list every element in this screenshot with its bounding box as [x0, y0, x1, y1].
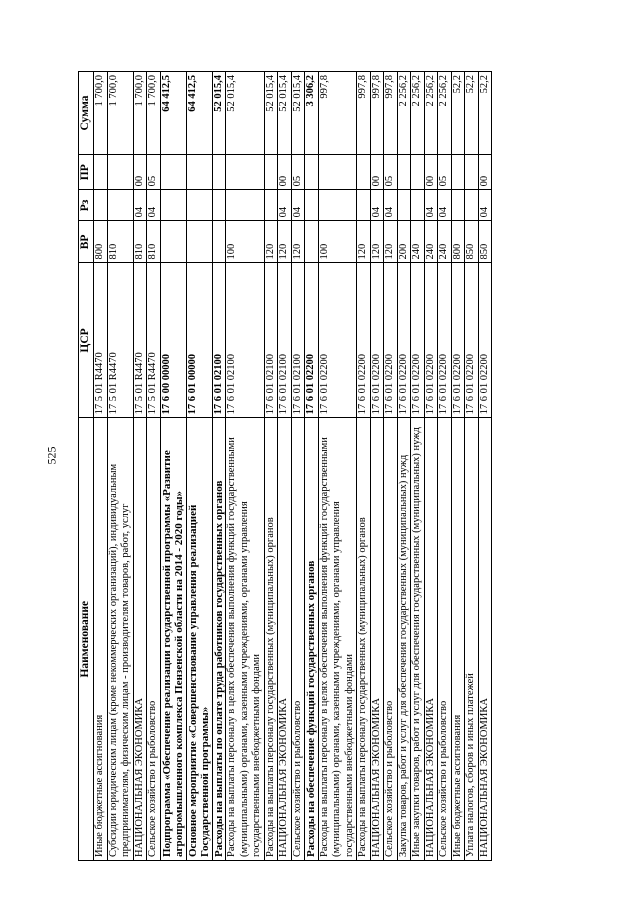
cell-rz — [160, 190, 186, 221]
cell-rz — [212, 190, 226, 221]
cell-pr — [465, 155, 479, 190]
cell-sum: 1 700,0 — [107, 72, 133, 155]
cell-name: НАЦИОНАЛЬНАЯ ЭКОНОМИКА — [133, 418, 147, 861]
cell-name: Сельское хозяйство и рыболовство — [291, 418, 305, 861]
cell-rz: 04 — [438, 190, 452, 221]
table-row — [465, 72, 479, 861]
cell-rz — [226, 190, 265, 221]
table-row — [451, 72, 465, 861]
header-vr: ВР — [79, 221, 94, 263]
cell-vr: 800 — [94, 221, 108, 263]
cell-rz — [186, 190, 212, 221]
cell-csr: 17 6 00 00000 — [160, 263, 186, 418]
cell-rz — [107, 190, 133, 221]
cell-rz — [451, 190, 465, 221]
cell-pr: 05 — [291, 155, 305, 190]
cell-pr: 00 — [478, 155, 492, 190]
cell-name: Сельское хозяйство и рыболовство — [438, 418, 452, 861]
cell-sum: 3 306,2 — [305, 72, 319, 155]
table-row — [411, 72, 425, 861]
cell-rz: 04 — [291, 190, 305, 221]
cell-vr — [186, 221, 212, 263]
cell-vr: 240 — [424, 221, 438, 263]
cell-name: Расходы на выплаты персоналу в целях обеспечения выполнения функций государственными (муниципальными) органами, казенными учреждениями, органами управления государственными внебюджетными фондами — [226, 418, 265, 861]
table-header — [79, 72, 94, 861]
header-csr: ЦСР — [79, 263, 94, 418]
cell-rz: 04 — [424, 190, 438, 221]
table-row — [397, 72, 411, 861]
cell-csr: 17 6 01 02100 — [291, 263, 305, 418]
cell-pr — [264, 155, 278, 190]
cell-name: НАЦИОНАЛЬНАЯ ЭКОНОМИКА — [424, 418, 438, 861]
cell-vr: 810 — [133, 221, 147, 263]
cell-sum: 52 015,4 — [278, 72, 292, 155]
header-sum: Сумма — [79, 72, 94, 155]
cell-vr: 240 — [438, 221, 452, 263]
cell-vr: 240 — [411, 221, 425, 263]
cell-sum: 52 015,4 — [264, 72, 278, 155]
page-number: 525 — [44, 446, 59, 465]
cell-rz — [264, 190, 278, 221]
cell-pr — [318, 155, 357, 190]
cell-sum: 52,2 — [465, 72, 479, 155]
cell-csr: 17 6 01 02200 — [451, 263, 465, 418]
table-row — [318, 72, 357, 861]
cell-name: Основное мероприятие «Совершенствование управления реализацией Государственной программы» — [186, 418, 212, 861]
cell-vr: 810 — [107, 221, 133, 263]
table-row — [212, 72, 226, 861]
cell-pr — [94, 155, 108, 190]
cell-vr — [305, 221, 319, 263]
cell-vr: 810 — [147, 221, 161, 263]
table-row — [424, 72, 438, 861]
table-row — [357, 72, 371, 861]
cell-csr: 17 6 01 02200 — [384, 263, 398, 418]
cell-pr — [226, 155, 265, 190]
cell-rz: 04 — [278, 190, 292, 221]
cell-name: Расходы на обеспечение функций государственных органов — [305, 418, 319, 861]
cell-pr: 00 — [424, 155, 438, 190]
cell-vr: 120 — [357, 221, 371, 263]
cell-pr — [411, 155, 425, 190]
table-row — [370, 72, 384, 861]
cell-csr: 17 6 01 02100 — [212, 263, 226, 418]
table-row — [305, 72, 319, 861]
table-row — [264, 72, 278, 861]
cell-rz: 04 — [133, 190, 147, 221]
cell-pr — [160, 155, 186, 190]
cell-pr — [186, 155, 212, 190]
cell-pr — [107, 155, 133, 190]
cell-vr: 120 — [264, 221, 278, 263]
cell-sum: 52 015,4 — [226, 72, 265, 155]
cell-name: Закупка товаров, работ и услуг для обеспечения государственных (муниципальных) нужд — [397, 418, 411, 861]
cell-pr — [212, 155, 226, 190]
table-row — [133, 72, 147, 861]
cell-csr: 17 5 01 R4470 — [107, 263, 133, 418]
cell-csr: 17 5 01 R4470 — [94, 263, 108, 418]
cell-vr: 200 — [397, 221, 411, 263]
cell-name: Расходы на выплаты по оплате труда работников государственных органов — [212, 418, 226, 861]
table-row — [278, 72, 292, 861]
cell-name: Расходы на выплаты персоналу государственных (муниципальных) органов — [264, 418, 278, 861]
cell-rz: 04 — [384, 190, 398, 221]
table-body — [94, 72, 492, 861]
cell-sum: 64 412,5 — [160, 72, 186, 155]
cell-csr: 17 6 01 02200 — [411, 263, 425, 418]
cell-name: Сельское хозяйство и рыболовство — [384, 418, 398, 861]
cell-rz — [397, 190, 411, 221]
cell-csr: 17 6 01 02200 — [370, 263, 384, 418]
cell-name: Иные бюджетные ассигнования — [451, 418, 465, 861]
cell-vr — [212, 221, 226, 263]
rotated-table-container — [78, 71, 598, 861]
cell-sum: 2 256,2 — [438, 72, 452, 155]
cell-pr: 00 — [278, 155, 292, 190]
cell-vr: 120 — [278, 221, 292, 263]
table-row — [160, 72, 186, 861]
cell-csr: 17 6 01 02200 — [424, 263, 438, 418]
cell-csr: 17 5 01 R4470 — [133, 263, 147, 418]
cell-name: Подпрограмма «Обеспечение реализации государственной программы «Развитие агропромышленного комплекса Пензенской области на 2014 - 2020 годы» — [160, 418, 186, 861]
cell-sum: 997,8 — [384, 72, 398, 155]
cell-rz — [411, 190, 425, 221]
table-row — [478, 72, 492, 861]
budget-table — [78, 71, 492, 861]
cell-rz: 04 — [478, 190, 492, 221]
cell-name: Иные закупки товаров, работ и услуг для обеспечения государственных (муниципальных) нужд — [411, 418, 425, 861]
cell-rz — [318, 190, 357, 221]
header-row — [79, 72, 94, 861]
cell-vr: 100 — [318, 221, 357, 263]
cell-csr: 17 6 01 00000 — [186, 263, 212, 418]
cell-rz — [357, 190, 371, 221]
cell-csr: 17 6 01 02100 — [264, 263, 278, 418]
cell-rz — [465, 190, 479, 221]
cell-csr: 17 6 01 02200 — [397, 263, 411, 418]
table-row — [107, 72, 133, 861]
cell-pr — [397, 155, 411, 190]
cell-name: Расходы на выплаты персоналу государственных (муниципальных) органов — [357, 418, 371, 861]
cell-rz: 04 — [370, 190, 384, 221]
cell-sum: 2 256,2 — [424, 72, 438, 155]
cell-pr — [357, 155, 371, 190]
cell-sum: 52 015,4 — [291, 72, 305, 155]
cell-sum: 2 256,2 — [397, 72, 411, 155]
cell-csr: 17 6 01 02200 — [357, 263, 371, 418]
cell-sum: 2 256,2 — [411, 72, 425, 155]
cell-csr: 17 6 01 02200 — [465, 263, 479, 418]
cell-csr: 17 6 01 02100 — [278, 263, 292, 418]
cell-csr: 17 5 01 R4470 — [147, 263, 161, 418]
cell-name: Иные бюджетные ассигнования — [94, 418, 108, 861]
table-row — [226, 72, 265, 861]
cell-sum: 1 700,0 — [147, 72, 161, 155]
cell-pr — [451, 155, 465, 190]
table-row — [147, 72, 161, 861]
cell-vr: 120 — [291, 221, 305, 263]
cell-name: Уплата налогов, сборов и иных платежей — [465, 418, 479, 861]
cell-pr: 05 — [384, 155, 398, 190]
cell-sum: 997,8 — [357, 72, 371, 155]
cell-name: Расходы на выплаты персоналу в целях обеспечения выполнения функций государственными (муниципальными) органами, казенными учреждениями, органами управления государственными внебюджетными фондами — [318, 418, 357, 861]
cell-csr: 17 6 01 02200 — [438, 263, 452, 418]
table-row — [94, 72, 108, 861]
cell-vr: 100 — [226, 221, 265, 263]
cell-vr — [160, 221, 186, 263]
cell-sum: 52,2 — [478, 72, 492, 155]
cell-sum: 1 700,0 — [94, 72, 108, 155]
cell-vr: 800 — [451, 221, 465, 263]
table-row — [291, 72, 305, 861]
cell-sum: 1 700,0 — [133, 72, 147, 155]
cell-pr: 00 — [133, 155, 147, 190]
cell-sum: 52 015,4 — [212, 72, 226, 155]
cell-vr: 850 — [478, 221, 492, 263]
cell-csr: 17 6 01 02200 — [305, 263, 319, 418]
cell-vr: 850 — [465, 221, 479, 263]
cell-pr — [305, 155, 319, 190]
cell-name: Сельское хозяйство и рыболовство — [147, 418, 161, 861]
cell-name: НАЦИОНАЛЬНАЯ ЭКОНОМИКА — [370, 418, 384, 861]
table-row — [186, 72, 212, 861]
cell-pr: 05 — [438, 155, 452, 190]
table-row — [438, 72, 452, 861]
header-rz: Рз — [79, 190, 94, 221]
cell-sum: 997,8 — [318, 72, 357, 155]
cell-sum: 64 412,5 — [186, 72, 212, 155]
header-pr: ПР — [79, 155, 94, 190]
cell-csr: 17 6 01 02200 — [318, 263, 357, 418]
table-row — [384, 72, 398, 861]
cell-name: НАЦИОНАЛЬНАЯ ЭКОНОМИКА — [478, 418, 492, 861]
cell-vr: 120 — [384, 221, 398, 263]
cell-sum: 52,2 — [451, 72, 465, 155]
cell-pr: 00 — [370, 155, 384, 190]
cell-rz — [94, 190, 108, 221]
cell-rz: 04 — [147, 190, 161, 221]
cell-csr: 17 6 01 02100 — [226, 263, 265, 418]
cell-pr: 05 — [147, 155, 161, 190]
cell-sum: 997,8 — [370, 72, 384, 155]
cell-name: НАЦИОНАЛЬНАЯ ЭКОНОМИКА — [278, 418, 292, 861]
header-name: Наименование — [79, 418, 94, 861]
cell-rz — [305, 190, 319, 221]
cell-csr: 17 6 01 02200 — [478, 263, 492, 418]
cell-vr: 120 — [370, 221, 384, 263]
cell-name: Субсидии юридическим лицам (кроме некоммерческих организаций), индивидуальным предпринимателям, физическим лицам - производителям товаров, работ, услуг — [107, 418, 133, 861]
